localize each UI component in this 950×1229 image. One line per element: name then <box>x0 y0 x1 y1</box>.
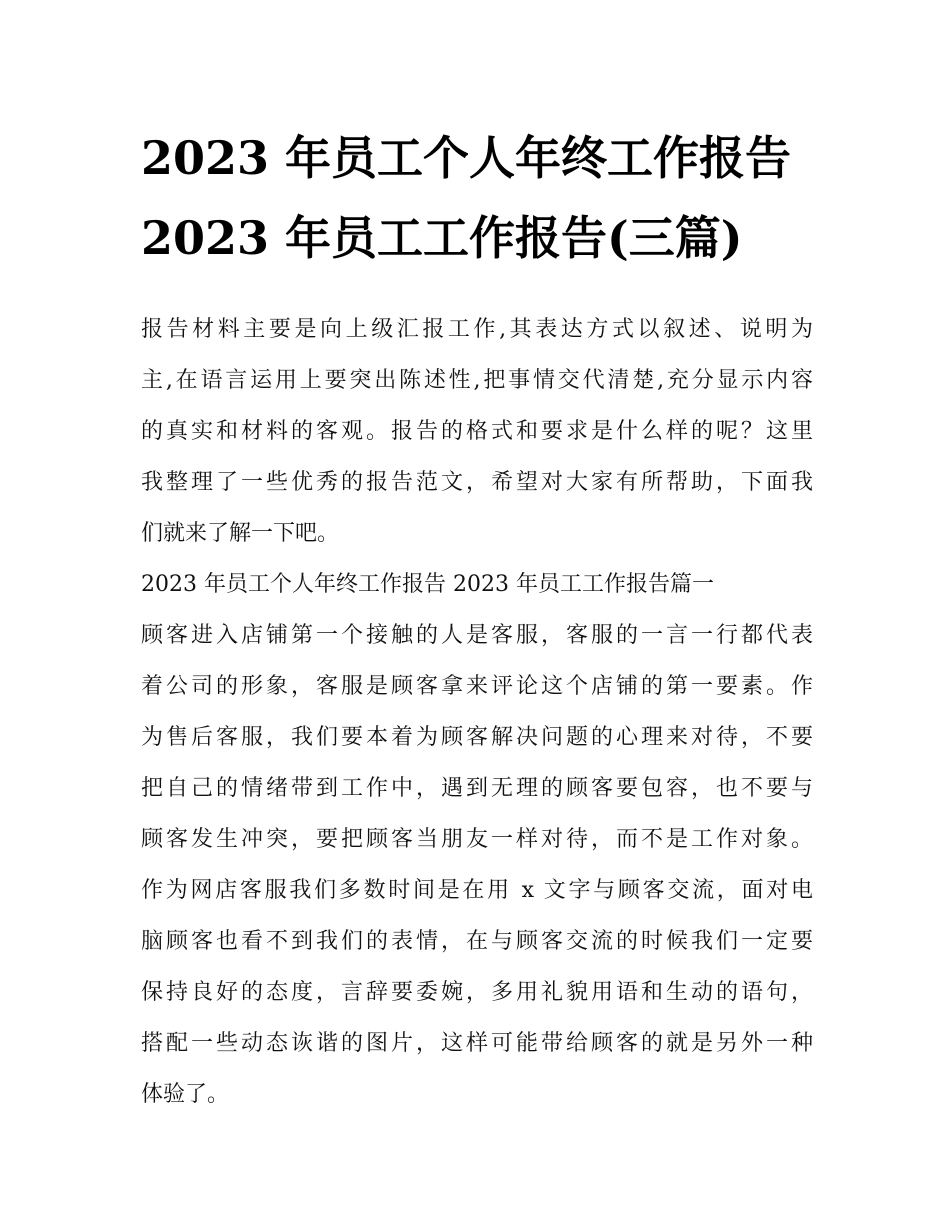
section-heading: 2023 年员工个人年终工作报告 2023 年员工工作报告篇一 <box>141 572 714 597</box>
document-page <box>141 118 813 1120</box>
paragraph-line: 顾客进入店铺第一个接触的人是客服，客服的一言一行都代表 <box>141 623 813 648</box>
paragraph-line: 搭配一些动态诙谐的图片，这样可能带给顾客的就是另外一种 <box>141 1031 813 1056</box>
paragraph-line: 们就来了解一下吧。 <box>141 521 340 546</box>
intro-paragraph <box>141 304 813 559</box>
paragraph-line: 顾客发生冲突，要把顾客当朋友一样对待，而不是工作对象。 <box>141 827 813 852</box>
paragraph-line: 我整理了一些优秀的报告范文，希望对大家有所帮助，下面我 <box>141 470 813 495</box>
paragraph-line: 报告材料主要是向上级汇报工作,其表达方式以叙述、说明为 <box>141 317 813 342</box>
title-line-2: 2023 年员工工作报告(三篇) <box>141 211 743 265</box>
paragraph-line: 着公司的形象，客服是顾客拿来评论这个店铺的第一要素。作 <box>141 674 813 699</box>
paragraph-line: 把自己的情绪带到工作中，遇到无理的顾客要包容，也不要与 <box>141 776 813 801</box>
paragraph-line: 主,在语言运用上要突出陈述性,把事情交代清楚,充分显示内容 <box>141 368 813 393</box>
paragraph-line: 为售后客服，我们要本着为顾客解决问题的心理来对待，不要 <box>141 725 813 750</box>
paragraph-line: 作为网店客服我们多数时间是在用 x 文字与顾客交流，面对电 <box>141 878 813 903</box>
body-paragraph <box>141 610 813 1120</box>
title-line-1: 2023 年员工个人年终工作报告 <box>141 131 792 185</box>
document-body <box>141 304 813 1120</box>
paragraph-line: 保持良好的态度，言辞要委婉，多用礼貌用语和生动的语句， <box>141 980 813 1005</box>
paragraph-line: 脑顾客也看不到我们的表情，在与顾客交流的时候我们一定要 <box>141 929 813 954</box>
document-title <box>141 118 813 278</box>
paragraph-line: 的真实和材料的客观。报告的格式和要求是什么样的呢？这里 <box>141 419 813 444</box>
paragraph-line: 体验了。 <box>141 1082 230 1107</box>
